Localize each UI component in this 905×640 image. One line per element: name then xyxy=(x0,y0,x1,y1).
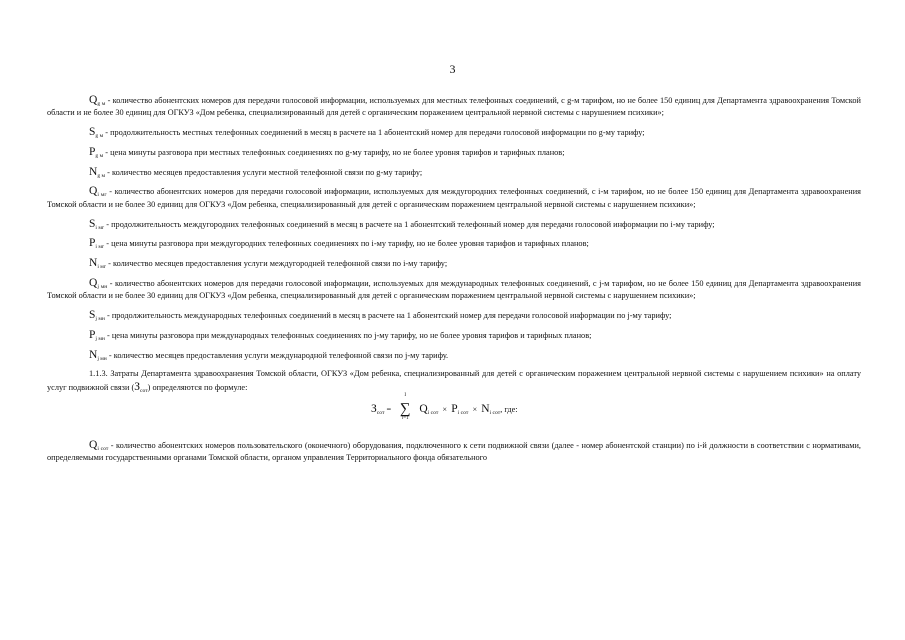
section-1-1-3: 1.1.3. Затраты Департамента здравоохранения Томской области, ОГКУЗ «Дом ребенка, специализированный для детей с органическим поражением центральной нервной системы с нарушением психики» на оплату услуг подвижной связи $(З_{сот})$ определяются по формуле: xyxy=(47,369,861,394)
definition-q-mobile: $Q_{i сот}$ - количество абонентских номеров пользовательского (оконечного) оборудования, подключенного к сети подвижной связи (далее - номер абонентской станции) по i-й должности в соответствии с нормативами, определяемыми государственными органами Томской области, органом управления Территориального фонда обязательного xyxy=(47,438,861,462)
symbol: P xyxy=(89,237,96,250)
symbol: N xyxy=(89,165,98,178)
formula-q: Q xyxy=(419,402,428,415)
definition-p-local: $P_{g м}$ - цена минуты разговора при местных телефонных соединениях по g-му тарифу, но не более уровня тарифов и тарифных планов; xyxy=(89,145,565,159)
symbol: N xyxy=(89,257,98,270)
definition-q-intercity: $Q_{i мг}$ - количество абонентских номеров для передачи голосовой информации, используемых для междугородних телефонных соединений, с i-м тарифом, но не более 150 единиц для Департамента здравоохранения Томской области и не более 30 единиц для ОГКУЗ «Дом ребенка, специализированный для детей с органическим поражением центральной нервной системы с нарушением психики»; xyxy=(47,185,861,209)
document-body xyxy=(47,94,861,471)
symbol: Q xyxy=(89,185,98,198)
formula-mobile-cost: $З_{сот}$ = I ∑ i=1 $Q_{i сот} \times P_{i сот} \times N_{i сот}$, где: xyxy=(371,392,518,421)
definition-q-international: $Q_{j мн}$ - количество абонентских номеров для передачи голосовой информации, используемых для международных телефонных соединений, с j-м тарифом, но не более 150 единиц для Департамента здравоохранения Томской области и не более 30 единиц для ОГКУЗ «Дом ребенка, специализированный для детей с органическим поражением центральной нервной системы с нарушением психики»; xyxy=(47,276,861,301)
formula-n: N xyxy=(481,402,490,415)
formula-lhs: З xyxy=(371,402,377,415)
sum-sign: I ∑ i=1 xyxy=(399,392,411,421)
symbol: P xyxy=(89,145,96,158)
symbol: Q xyxy=(89,276,98,289)
definition-s-intercity: $S_{i мг}$ - продолжительность междугородних телефонных соединений в месяц в расчете на 1 абонентский телефонный номер для передачи голосовой информации по i-му тарифу; xyxy=(89,217,715,231)
symbol: P xyxy=(89,328,96,341)
definition-n-intercity: $N_{i мг}$ - количество месяцев предоставления услуги междугородней телефонной связи по i-му тарифу; xyxy=(89,257,448,271)
definition-q-local: $Q_{g м}$ - количество абонентских номеров для передачи голосовой информации, используемых для местных телефонных соединений, с g-м тарифом, но не более 150 единиц для Департамента здравоохранения Томской области и не более 30 единиц для ОГКУЗ «Дом ребенка, специализированный для детей с органическим поражением центральной нервной системы с нарушением психики»; xyxy=(47,94,861,118)
definition-p-intercity: $P_{i мг}$ - цена минуты разговора при междугородних телефонных соединениях по i-му тарифу, но не более уровня тарифов и тарифных планов; xyxy=(89,237,589,251)
formula-p: P xyxy=(451,402,458,415)
definition-n-local: $N_{g м}$ - количество месяцев предоставления услуги местной телефонной связи по g-му тарифу; xyxy=(89,165,423,179)
page-number: 3 xyxy=(449,62,456,76)
symbol: S xyxy=(89,309,96,322)
definition-s-local: $S_{g м}$ - продолжительность местных телефонных соединений в месяц в расчете на 1 абонентский номер для передачи голосовой информации по g-му тарифу; xyxy=(89,126,645,140)
definition-s-international: $S_{j мн}$ - продолжительность международных телефонных соединений в месяц в расчете на 1 абонентский номер для передачи голосовой информации по j-му тарифу; xyxy=(89,309,672,323)
symbol: Q xyxy=(89,94,98,106)
definition-p-international: $P_{j мн}$ - цена минуты разговора при международных телефонных соединениях по j-му тарифу, но не более уровня тарифов и тарифных планов; xyxy=(89,328,592,342)
symbol: З xyxy=(134,380,140,393)
definition-n-international: $N_{j мн}$ - количество месяцев предоставления услуги международной телефонной связи по j-му тарифу. xyxy=(89,348,449,362)
symbol: S xyxy=(89,126,96,139)
symbol: N xyxy=(89,348,98,361)
symbol: S xyxy=(89,217,96,230)
symbol: Q xyxy=(89,438,98,451)
